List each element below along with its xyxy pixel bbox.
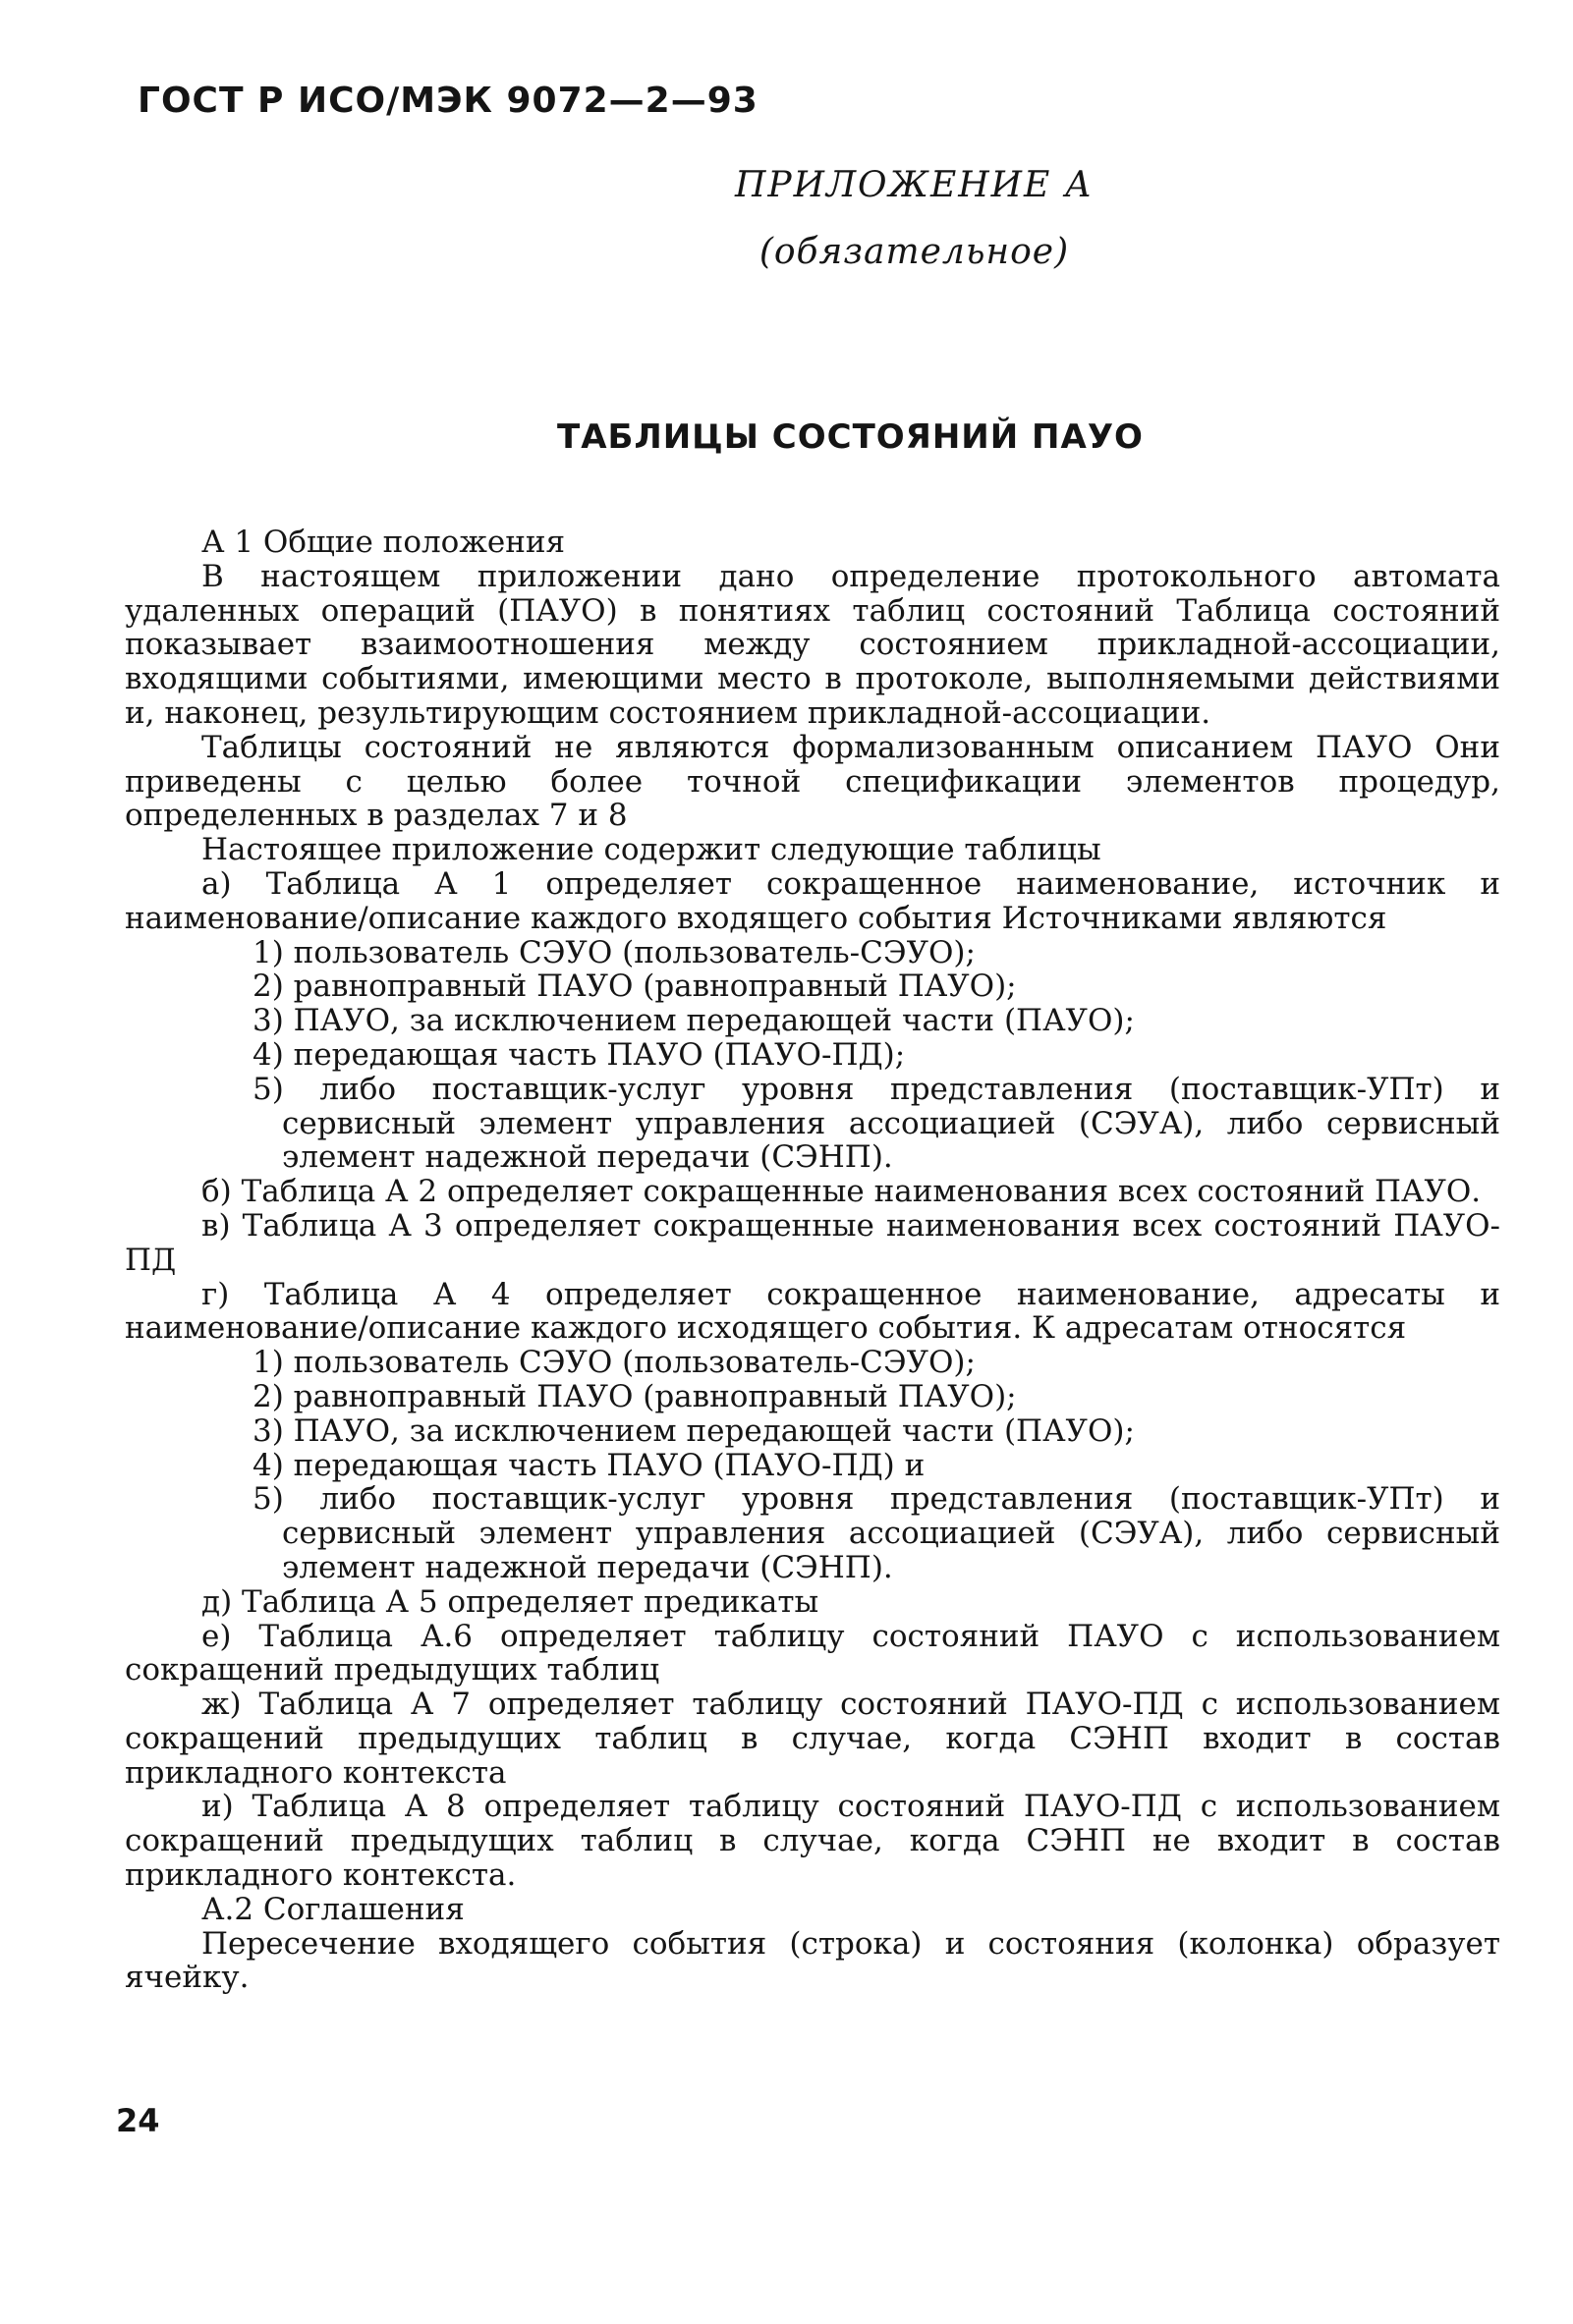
list-item: 2) равноправный ПАУО (равноправный ПАУО); [253, 968, 1017, 1005]
paragraph: б) Таблица А 2 определяет сокращенные наименования всех состояний ПАУО. [201, 1174, 1482, 1210]
list-item: 5) либо поставщик-услуг уровня представления (поставщик-УПт) и сервисный элемент управления ассоциацией (СЭУА), либо сервисный элемент надежной передачи (СЭНП). [253, 1481, 1500, 1585]
paragraph: В настоящем приложении дано определение протокольного автомата удаленных операций (ПАУО) в понятиях таблиц состояний Таблица состояний показывает взаимоотношения между состоянием прикладной-ассоциации, входящими событиями, имеющими место в протоколе, выполняемыми действиями и, наконец, результирующим состоянием прикладной-ассоциации. [125, 558, 1500, 731]
paragraph: в) Таблица А 3 определяет сокращенные наименования всех состояний ПАУО-ПД [125, 1207, 1500, 1278]
list-item: 3) ПАУО, за исключением передающей части (ПАУО); [253, 1003, 1135, 1039]
appendix-subtitle: (обязательное) [758, 232, 1070, 272]
section-title: ТАБЛИЦЫ СОСТОЯНИЙ ПАУО [557, 417, 1144, 457]
paragraph: Таблицы состояний не являются формализованным описанием ПАУО Они приведены с целью более точной спецификации элементов процедур, определенных в разделах 7 и 8 [125, 729, 1500, 834]
paragraph: и) Таблица А 8 определяет таблицу состояний ПАУО-ПД с использованием сокращений предыдущих таблиц в случае, когда СЭНП не входит в состав прикладного контекста. [125, 1789, 1500, 1894]
paragraph: г) Таблица А 4 определяет сокращенное наименование, адресаты и наименование/описание каждого исходящего события. К адресатам относятся [125, 1276, 1500, 1347]
list-item: 1) пользователь СЭУО (пользователь-СЭУО); [253, 1345, 976, 1381]
paragraph: д) Таблица А 5 определяет предикаты [201, 1583, 819, 1620]
list-item: 2) равноправный ПАУО (равноправный ПАУО); [253, 1378, 1017, 1414]
paragraph: А.2 Соглашения [201, 1891, 465, 1927]
list-item: 4) передающая часть ПАУО (ПАУО-ПД); [253, 1036, 906, 1073]
paragraph: Настоящее приложение содержит следующие таблицы [201, 832, 1101, 868]
paragraph: а) Таблица А 1 определяет сокращенное наименование, источник и наименование/описание каждого входящего события Источниками являются [125, 865, 1500, 936]
list-item: 5) либо поставщик-услуг уровня представления (поставщик-УПт) и сервисный элемент управления ассоциацией (СЭУА), либо сервисный элемент надежной передачи (СЭНП). [253, 1071, 1500, 1176]
list-item: 1) пользователь СЭУО (пользователь-СЭУО); [253, 934, 976, 970]
paragraph: е) Таблица А.6 определяет таблицу состояний ПАУО с использованием сокращений предыдущих таблиц [125, 1618, 1500, 1688]
body-text [125, 526, 1500, 1995]
document-header: ГОСТ Р ИСО/МЭК 9072—2—93 [138, 81, 758, 121]
page-number: 24 [116, 2102, 160, 2139]
paragraph: ж) Таблица А 7 определяет таблицу состояний ПАУО-ПД с использованием сокращений предыдущих таблиц в случае, когда СЭНП входит в состав прикладного контекста [125, 1687, 1500, 1791]
list-item: 3) ПАУО, за исключением передающей части (ПАУО); [253, 1412, 1135, 1449]
list-item: 4) передающая часть ПАУО (ПАУО-ПД) и [253, 1447, 926, 1483]
paragraph: Пересечение входящего события (строка) и состояния (колонка) образует ячейку. [125, 1925, 1500, 1996]
appendix-title: ПРИЛОЖЕНИЕ А [734, 165, 1095, 205]
paragraph: А 1 Общие положения [201, 525, 566, 560]
